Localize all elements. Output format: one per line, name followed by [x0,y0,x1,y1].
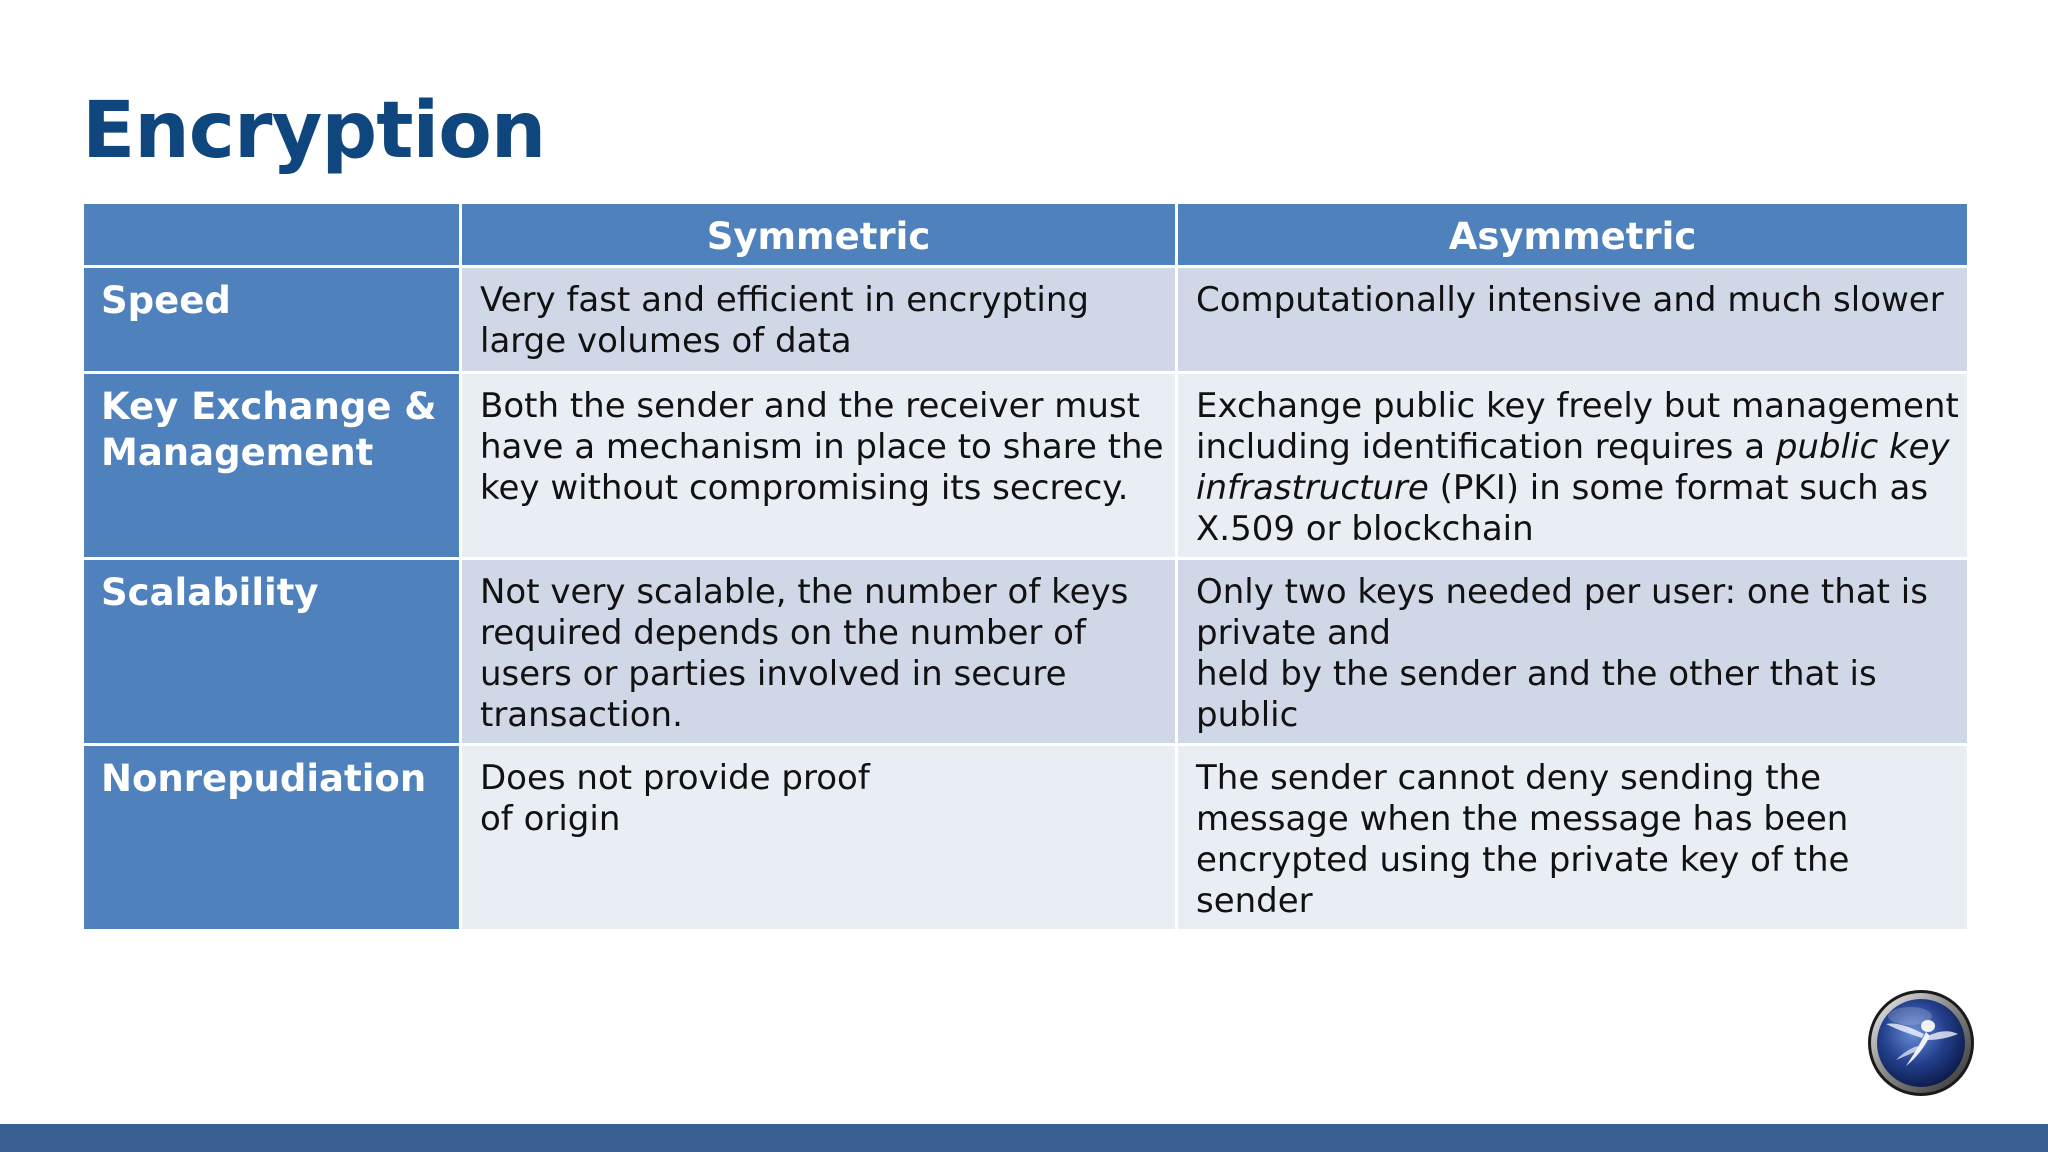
cell-line: Exchange public key freely but management [1196,386,1959,426]
table-row-nonrepudiation [83,745,1969,931]
table-row-key-exchange [83,373,1969,559]
cell-line: transaction. [480,695,683,735]
comparison-table [81,201,1970,932]
cell-emphasis: public key [1775,427,1950,467]
cell-text: including identification requires a [1196,427,1776,467]
cell-scalability-asymmetric [1177,559,1969,745]
cell-speed-asymmetric [1177,267,1969,373]
cell-line: users or parties involved in secure [480,654,1067,694]
cell-line: sender [1196,881,1313,921]
cell-emphasis: infrastructure [1196,468,1429,508]
cell-key-exchange-asymmetric [1177,373,1969,559]
cell-line: Does not provide proof [480,758,870,798]
header-symmetric: Symmetric [461,203,1177,267]
row-label-line: Key Exchange & [101,385,437,428]
cell-line: X.509 or blockchain [1196,509,1534,549]
row-label-key-exchange [83,373,461,559]
row-label-line: Management [101,431,374,474]
cell-nonrepudiation-symmetric [461,745,1177,931]
cell-line: of origin [480,799,621,839]
slide-title: Encryption [82,86,546,176]
cell-nonrepudiation-asymmetric [1177,745,1969,931]
cell-key-exchange-symmetric [461,373,1177,559]
cell-line: held by the sender and the other that is [1196,654,1877,694]
cell-line: Only two keys needed per user: one that is [1196,572,1928,612]
cell-line: The sender cannot deny sending the [1196,758,1821,798]
cell-line: Very fast and efficient in encrypting [480,280,1089,320]
wasp-logo-icon [1866,988,1976,1098]
table-row-speed [83,267,1969,373]
cell-line: Not very scalable, the number of keys [480,572,1129,612]
cell-line: private and [1196,613,1391,653]
row-label-speed: Speed [83,267,461,373]
cell-line: have a mechanism in place to share the [480,427,1164,467]
cell-line: message when the message has been [1196,799,1849,839]
cell-line: key without compromising its secrecy. [480,468,1129,508]
cell-speed-symmetric [461,267,1177,373]
header-asymmetric: Asymmetric [1177,203,1969,267]
cell-line: large volumes of data [480,321,852,361]
cell-line: public [1196,695,1299,735]
table-header-row [83,203,1969,267]
bottom-bar [0,1124,2048,1152]
cell-line [1196,427,1957,468]
row-label-nonrepudiation: Nonrepudiation [83,745,461,931]
row-label-scalability: Scalability [83,559,461,745]
cell-line: encrypted using the private key of the [1196,840,1850,880]
cell-text: (PKI) in some format such as [1428,468,1929,508]
cell-line: required depends on the number of [480,613,1086,653]
cell-line: Both the sender and the receiver must [480,386,1141,426]
cell-line [1196,468,1957,509]
cell-line: Computationally intensive and much slower [1196,280,1944,320]
header-corner-cell [83,203,461,267]
cell-scalability-symmetric [461,559,1177,745]
table-row-scalability [83,559,1969,745]
